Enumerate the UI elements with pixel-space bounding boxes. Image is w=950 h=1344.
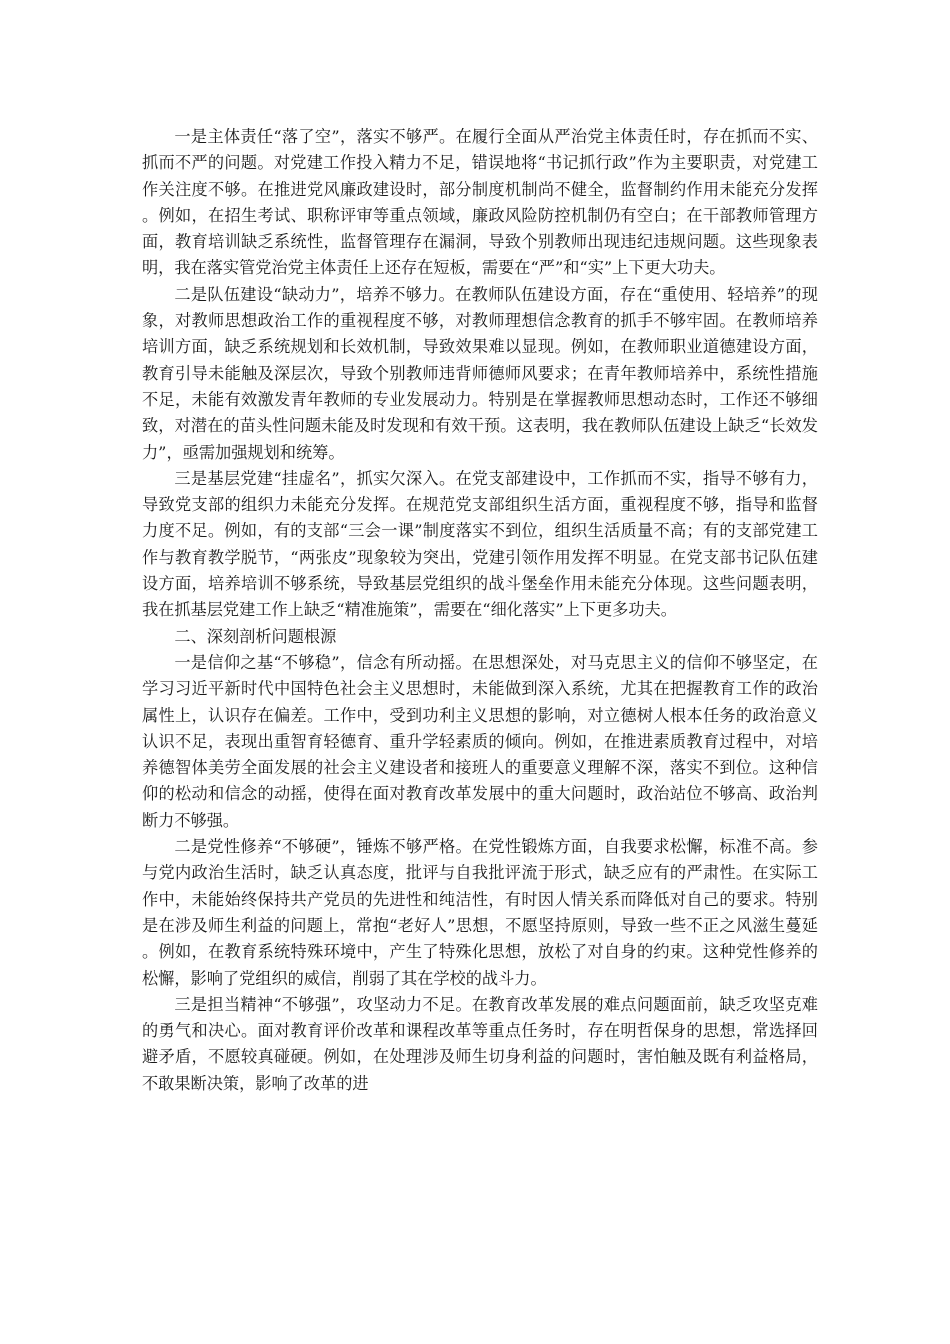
paragraph-team-building: 二是队伍建设“缺动力”，培养不够力。在教师队伍建设方面，存在“重使用、轻培养”的现象，对教师思想政治工作的重视程度不够，对教师理想信念教育的抓手不够牢固。在教师培养培训方面，缺乏系统规划和长效机制，导致效果难以显现。例如，在教师职业道德建设方面，教育引导未能触及深层次，导致个别教师违背师德师风要求；在青年教师培养中，系统性措施不足，未能有效激发青年教师的专业发展动力。特别是在掌握教师思想动态时，工作还不够细致，对潜在的苗头性问题未能及时发现和有效干预。这表明，我在教师队伍建设上缺乏“长效发力”，亟需加强规划和统筹。 [142,284,818,462]
paragraph-grassroots-party-building: 三是基层党建“挂虚名”，抓实欠深入。在党支部建设中，工作抓而不实，指导不够有力，导致党支部的组织力未能充分发挥。在规范党支部组织生活方面，重视程度不够，指导和监督力度不足。例如，有的支部“三会一课”制度落实不到位，组织生活质量不高；有的支部党建工作与教育教学脱节，“两张皮”现象较为突出，党建引领作用发挥不明显。在党支部书记队伍建设方面，培养培训不够系统，导致基层党组织的战斗堡垒作用未能充分体现。这些问题表明，我在抓基层党建工作上缺乏“精准施策”，需要在“细化落实”上下更多功夫。 [142,468,818,620]
paragraph-responsibility-spirit: 三是担当精神“不够强”，攻坚动力不足。在教育改革发展的难点问题面前，缺乏攻坚克难的勇气和决心。面对教育评价改革和课程改革等重点任务时，存在明哲保身的思想，常选择回避矛盾，不愿较真碰硬。例如，在处理涉及师生切身利益的问题时，害怕触及既有利益格局，不敢果断决策，影响了改革的进 [142,994,818,1093]
document-body [142,124,818,1097]
paragraph-faith-foundation: 一是信仰之基“不够稳”，信念有所动摇。在思想深处，对马克思主义的信仰不够坚定，在学习习近平新时代中国特色社会主义思想时，未能做到深入系统，尤其在把握教育工作的政治属性上，认识存在偏差。工作中，受到功利主义思想的影响，对立德树人根本任务的政治意义认识不足，表现出重智育轻德育、重升学轻素质的倾向。例如，在推进素质教育过程中，对培养德智体美劳全面发展的社会主义建设者和接班人的重要意义理解不深，落实不到位。这种信仰的松动和信念的动摇，使得在面对教育改革发展中的重大问题时，政治站位不够高、政治判断力不够强。 [142,652,818,830]
paragraph-party-cultivation: 二是党性修养“不够硬”，锤炼不够严格。在党性锻炼方面，自我要求松懈，标准不高。参与党内政治生活时，缺乏认真态度，批评与自我批评流于形式，缺乏应有的严肃性。在实际工作中，未能始终保持共产党员的先进性和纯洁性，有时因人情关系而降低对自己的要求。特别是在涉及师生利益的问题上，常抱“老好人”思想，不愿坚持原则，导致一些不正之风滋生蔓延。例如，在教育系统特殊环境中，产生了特殊化思想，放松了对自身的约束。这种党性修养的松懈，影响了党组织的威信，削弱了其在学校的战斗力。 [142,837,818,988]
paragraph-subject-responsibility: 一是主体责任“落了空”，落实不够严。在履行全面从严治党主体责任时，存在抓而不实、抓而不严的问题。对党建工作投入精力不足，错误地将“书记抓行政”作为主要职责，对党建工作关注度不够。在推进党风廉政建设时，部分制度机制尚不健全，监督制约作用未能充分发挥。例如，在招生考试、职称评审等重点领域，廉政风险防控机制仍有空白；在干部教师管理方面，教育培训缺乏系统性，监督管理存在漏洞，导致个别教师出现违纪违规问题。这些现象表明，我在落实管党治党主体责任上还存在短板，需要在“严”和“实”上下更大功夫。 [142,127,818,278]
section-heading: 二、深刻剖析问题根源 [174,626,337,646]
